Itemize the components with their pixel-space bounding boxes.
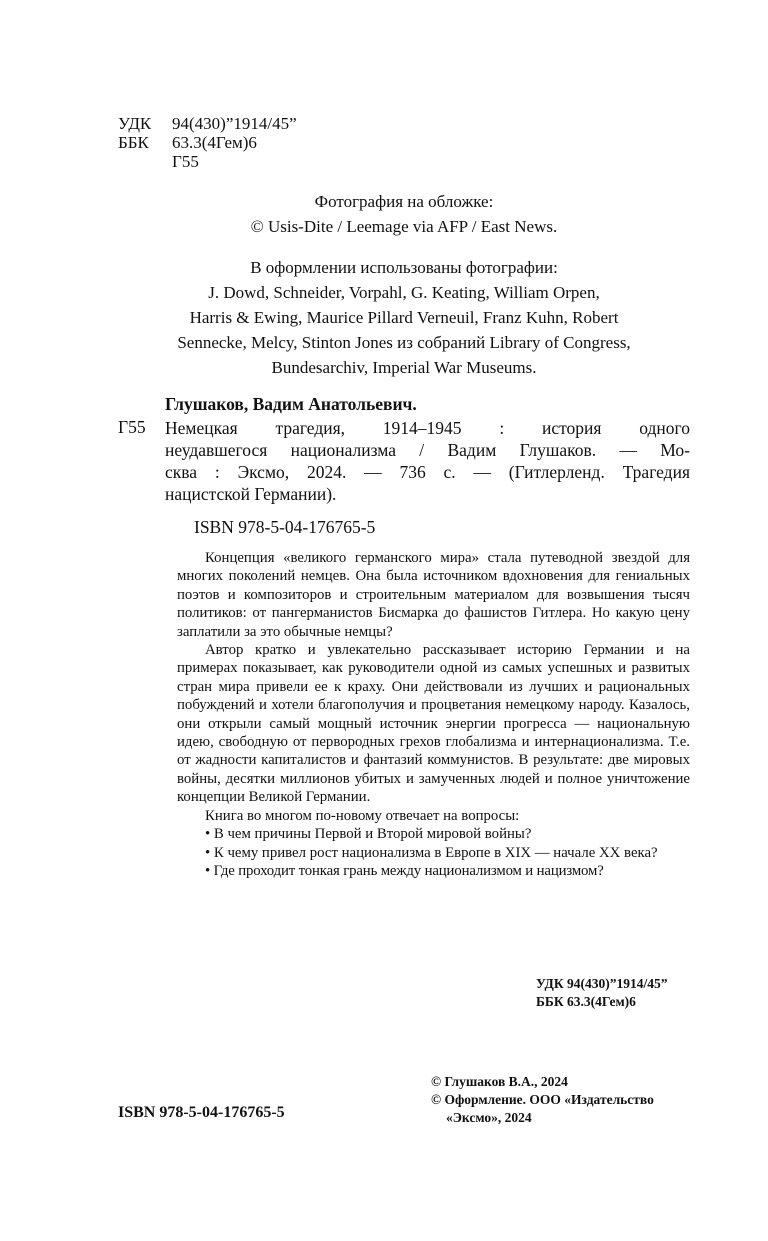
bibliographic-description [165,417,690,505]
annotation-paragraph: Автор кратко и увлекательно рассказывает историю Германии и на примерах показывает, как руководители одной из самых успешных и развитых стран мира привели ее к краху. Они действовали из лучших и рациональных побуждений и хотели благополучия и процветания немецкому народу. Казалось, они открыли самый мощный источник энергии прогресса — национальную идею, свободную от первородных грехов глобализма и интернационализма. Т.е. от жадности капиталистов и фантазий коммунистов. В результате: две мировых войны, десятки миллионов убитых и замученных людей и полное уничтожение концепции Великой Германии. [177,642,690,806]
cover-photo-source: © Usis-Dite / Leemage via AFP / East News. [250,217,558,236]
bottom-classification [536,975,668,1011]
annotation [177,549,690,880]
design-photo-credits [118,255,690,380]
question-item: • Где проходит тонкая грань между национализмом и нацизмом? [205,862,604,879]
copyright-line: © Оформление. ООО «Издательство [431,1092,654,1107]
isbn-line: ISBN 978-5-04-176765-5 [194,517,376,537]
bbk-value: 63.3(4Гем)6 [172,133,257,152]
question-item: • В чем причины Первой и Второй мировой войны? [205,826,532,843]
udk-line [118,114,297,134]
bbk-line [118,133,257,153]
biblio-line: сква : Эксмо, 2024. — 736 с. — (Гитлерленд. Трагедия [165,462,690,482]
cover-photo-heading: Фотография на обложке: [314,192,494,211]
design-photos-line: Sennecke, Melcy, Stinton Jones из собраний Library of Congress, [177,333,631,352]
udk-label: УДК [118,114,152,133]
biblio-line: Немецкая трагедия, 1914–1945 : история одного [165,418,690,438]
copyright-line: «Эксмо», 2024 [446,1110,532,1125]
bbk-label: ББК [118,133,149,152]
bottom-udk: УДК 94(430)”1914/45” [536,976,668,991]
design-photos-line: Harris & Ewing, Maurice Pillard Verneuil, Franz Kuhn, Robert [189,308,619,327]
footer-isbn: ISBN 978-5-04-176765-5 [118,1104,285,1121]
design-photos-line: J. Dowd, Schneider, Vorpahl, G. Keating, William Orpen, [208,283,600,302]
biblio-line: неудавшегося национализма / Вадим Глушаков. — Мо- [165,440,690,460]
bibliographic-mark: Г55 [118,417,146,437]
biblio-line: нацистской Германии). [165,484,337,504]
annotation-paragraph: Книга во многом по-новому отвечает на вопросы: [205,807,520,824]
cover-photo-credit [118,189,690,239]
copyright-line: © Глушаков В.А., 2024 [431,1074,568,1089]
annotation-paragraph: Концепция «великого германского мира» стала путеводной звездой для многих поколений немцев. Она была источником вдохновения для гениальных поэтов и композиторов и строительным материалом для возвышения тысяч политиков: от пангерманистов Бисмарка до фашистов Гитлера. Но какую цену заплатили за это обычные немцы? [177,550,690,640]
question-item: • К чему привел рост национализма в Европе в XIX — начале XX века? [205,844,658,861]
design-photos-line: Bundesarchiv, Imperial War Museums. [271,358,537,377]
udk-value: 94(430)”1914/45” [172,114,297,133]
author-heading: Глушаков, Вадим Анатольевич. [165,394,417,414]
author-mark: Г55 [172,152,199,171]
design-photos-heading: В оформлении использованы фотографии: [250,258,558,277]
copyright-block [431,1073,654,1127]
bottom-bbk: ББК 63.3(4Гем)6 [536,994,636,1009]
